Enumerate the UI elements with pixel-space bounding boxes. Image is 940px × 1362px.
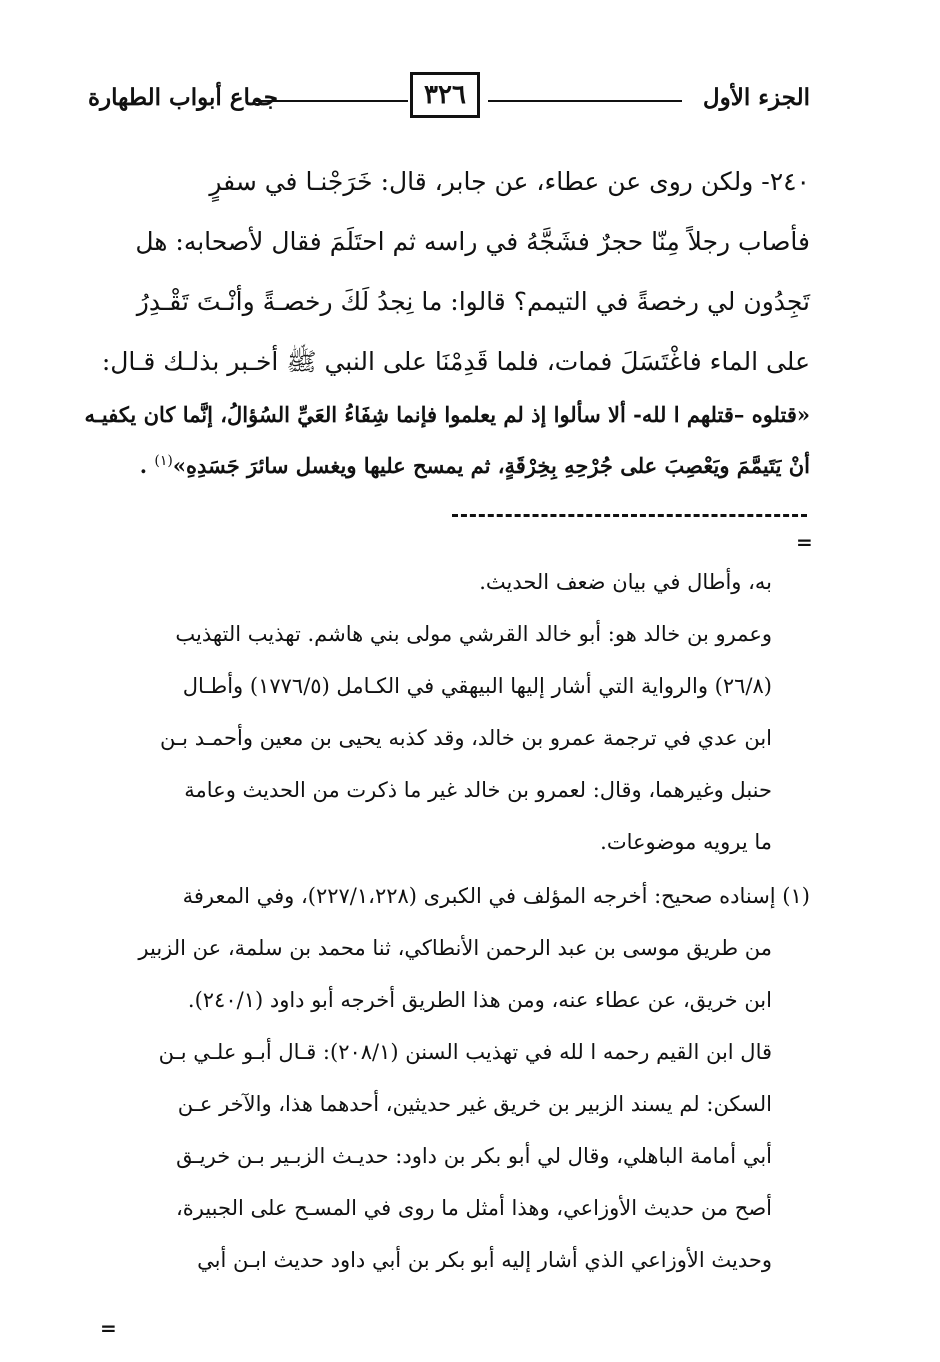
header-rule-left [256, 100, 408, 102]
main-text [84, 152, 810, 489]
end-mark: . [139, 453, 148, 478]
footnote-line: ما يرويه موضوعات. [600, 830, 772, 854]
footnote-ref-1[interactable]: (١) [154, 453, 173, 469]
footnote-1 [98, 870, 810, 1286]
footnote-1-line: ابن خريق، عن عطاء عنه، ومن هذا الطريق أخرجه أبو داود (٢٤٠/١). [187, 988, 772, 1012]
footnote-1-line: وحديث الأوزاعي الذي أشار إليه أبو بكر بن أبي داود حديث ابـن أبي [197, 1248, 772, 1272]
chapter-title: جماع أبواب الطهارة [88, 84, 279, 111]
hadith-line-4: على الماء فاغْتَسَلَ فمات، فلما قَدِمْنَا على النبي ﷺ أخـبر بذلـك قـال: [101, 347, 810, 376]
footnote-1-body [98, 922, 810, 1286]
footnote-continued [98, 556, 810, 868]
footnote-1-line: أبي أمامة الباهلي، وقال لي أبو بكر بن داود: حديـث الزبـير بـن خريـق [176, 1144, 772, 1168]
footnote-1-line: قال ابن القيم رحمه ا لله في تهذيب السنن (٢٠٨/١): قـال أبـو علـي بـن [158, 1040, 772, 1064]
footnote-1-line: السكن: لم يسند الزبير بن خريق غير حديثين، أحدهما هذا، والآخر عـن [177, 1092, 772, 1116]
footnote-separator [452, 514, 807, 517]
page-number: ٣٢٦ [424, 80, 466, 110]
page-header [88, 72, 810, 124]
quote-line-2 [120, 438, 810, 489]
footnote-line: (٢٦/٨) والرواية التي أشار إليها البيهقي في الكـامل (١٧٧٦/٥) وأطـال [182, 674, 772, 698]
footnote-1-line: من طريق موسى بن عبد الرحمن الأنطاكي، ثنا محمد بن سلمة، عن الزبير [138, 936, 772, 960]
continuation-mark-bottom: = [100, 1316, 117, 1340]
footnotes [98, 556, 810, 1286]
hadith-line-1: ٢٤٠- ولكن روى عن عطاء، عن جابر، قال: خَرَجْنـا في سفرٍ [209, 167, 810, 196]
volume-label: الجزء الأول [702, 84, 810, 111]
footnote-1-line: أصح من حديث الأوزاعي، وهذا أمثل ما روى في المسـح على الجبيرة، [175, 1196, 772, 1220]
footnote-line: ابن عدي في ترجمة عمرو بن خالد، وقد كذبه يحيى بن معين وأحمـد بـن [160, 726, 772, 750]
footnote-line: وعمرو بن خالد هو: أبو خالد القرشي مولى بني هاشم. تهذيب التهذيب [175, 622, 772, 646]
quote-line-1: «قتلوه –قتلهم ا لله- ألا سألوا إذ لم يعلموا فإنما شِفَاءُ العَيِّ السُؤالُ، إنَّما كان يكفيـه [84, 402, 810, 427]
footnote-line: حنبل وغيرهما، وقال: لعمرو بن خالد غير ما ذكرت من الحديث وعامة [184, 778, 772, 802]
quote-line-2-text: أنْ يَتَيمَّمَ ويَعْصِبَ على جُرْحِهِ بِخِرْقَةٍ، ثم يمسح عليها ويغسل سائرَ جَسَدِهِ» [172, 453, 810, 478]
continuation-mark-top: = [796, 530, 813, 554]
page-number-box [410, 72, 480, 118]
header-rule-right [488, 100, 682, 102]
footnote-line: به، وأطال في بيان ضعف الحديث. [479, 570, 772, 594]
hadith-line-3: تَجِدُون لي رخصةً في التيمم؟ قالوا: ما نِجدُ لَكَ رخصـةً وأنْـتَ تَقْـدِرُ [136, 287, 810, 316]
hadith-line-2: فأصاب رجلاً مِنّا حجرٌ فشَجَّهُ في راسه ثم احتَلَمَ فقال لأصحابه: هل [135, 227, 810, 256]
footnote-1-line: (١) إسناده صحيح: أخرجه المؤلف في الكبرى (٢٢٧/١،٢٢٨)، وفي المعرفة [182, 884, 810, 908]
